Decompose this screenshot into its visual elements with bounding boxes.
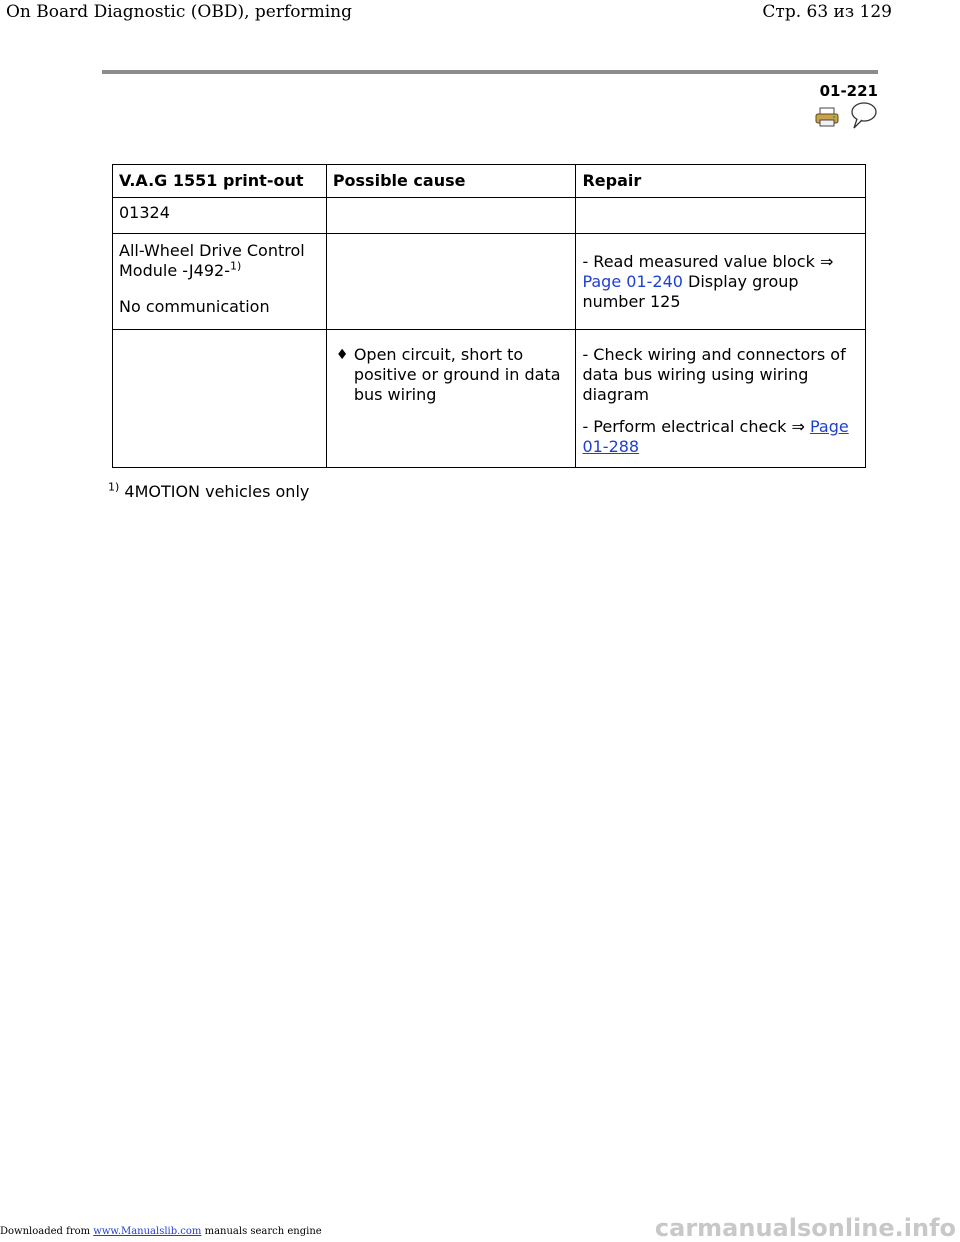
header-cause: Possible cause xyxy=(326,165,576,198)
footnote-mark: 1) xyxy=(108,480,120,494)
footer-prefix: Downloaded from xyxy=(0,1226,94,1237)
module-name-line2: Module -J492- xyxy=(119,261,230,280)
footnote-ref: 1) xyxy=(229,259,242,273)
empty-cell xyxy=(576,198,866,234)
table-header-row xyxy=(113,165,866,198)
footnote xyxy=(108,482,309,501)
table-row xyxy=(113,198,866,234)
header-printout: V.A.G 1551 print-out xyxy=(113,165,327,198)
table-row xyxy=(113,234,866,330)
download-footer xyxy=(0,1226,322,1237)
speech-bubble-icon[interactable] xyxy=(848,101,878,131)
table-row xyxy=(113,330,866,468)
page-link-01-240[interactable]: Page 01-240 xyxy=(582,272,683,291)
repair-read-block: - Read measured value block ⇒ xyxy=(582,252,834,271)
module-name-line1: All-Wheel Drive Control xyxy=(119,241,305,260)
module-status: No communication xyxy=(119,297,270,316)
printer-icon[interactable] xyxy=(815,107,839,127)
empty-cell xyxy=(113,330,327,468)
repair-check-wiring: - Check wiring and connectors of data bus wiring using wiring diagram xyxy=(582,345,846,404)
page-link-01-288[interactable]: Page 01-288 xyxy=(582,417,849,456)
header-rule xyxy=(102,70,878,74)
possible-cause-text: Open circuit, short to positive or ground in data bus wiring xyxy=(353,345,561,404)
module-cell xyxy=(113,234,327,330)
empty-cell xyxy=(326,198,576,234)
diagnostic-table xyxy=(112,164,866,468)
page-number: 01-221 xyxy=(819,82,878,100)
repair-cell xyxy=(576,330,866,468)
empty-cell xyxy=(326,234,576,330)
document-title: On Board Diagnostic (OBD), performing xyxy=(6,2,352,22)
repair-electrical-check: - Perform electrical check ⇒ xyxy=(582,417,810,436)
repair-cell xyxy=(576,234,866,330)
header-repair: Repair xyxy=(576,165,866,198)
diamond-bullet-icon: ♦ xyxy=(335,347,349,363)
repair-display-group: Display group number 125 xyxy=(582,272,799,311)
footnote-text: 4MOTION vehicles only xyxy=(124,482,310,501)
watermark: carmanualsonline.info xyxy=(654,1214,956,1242)
page-counter: Стр. 63 из 129 xyxy=(762,2,892,22)
footer-suffix: manuals search engine xyxy=(201,1226,322,1237)
fault-code: 01324 xyxy=(113,198,327,234)
manualslib-link[interactable]: www.Manualslib.com xyxy=(93,1226,202,1237)
cause-cell xyxy=(326,330,576,468)
